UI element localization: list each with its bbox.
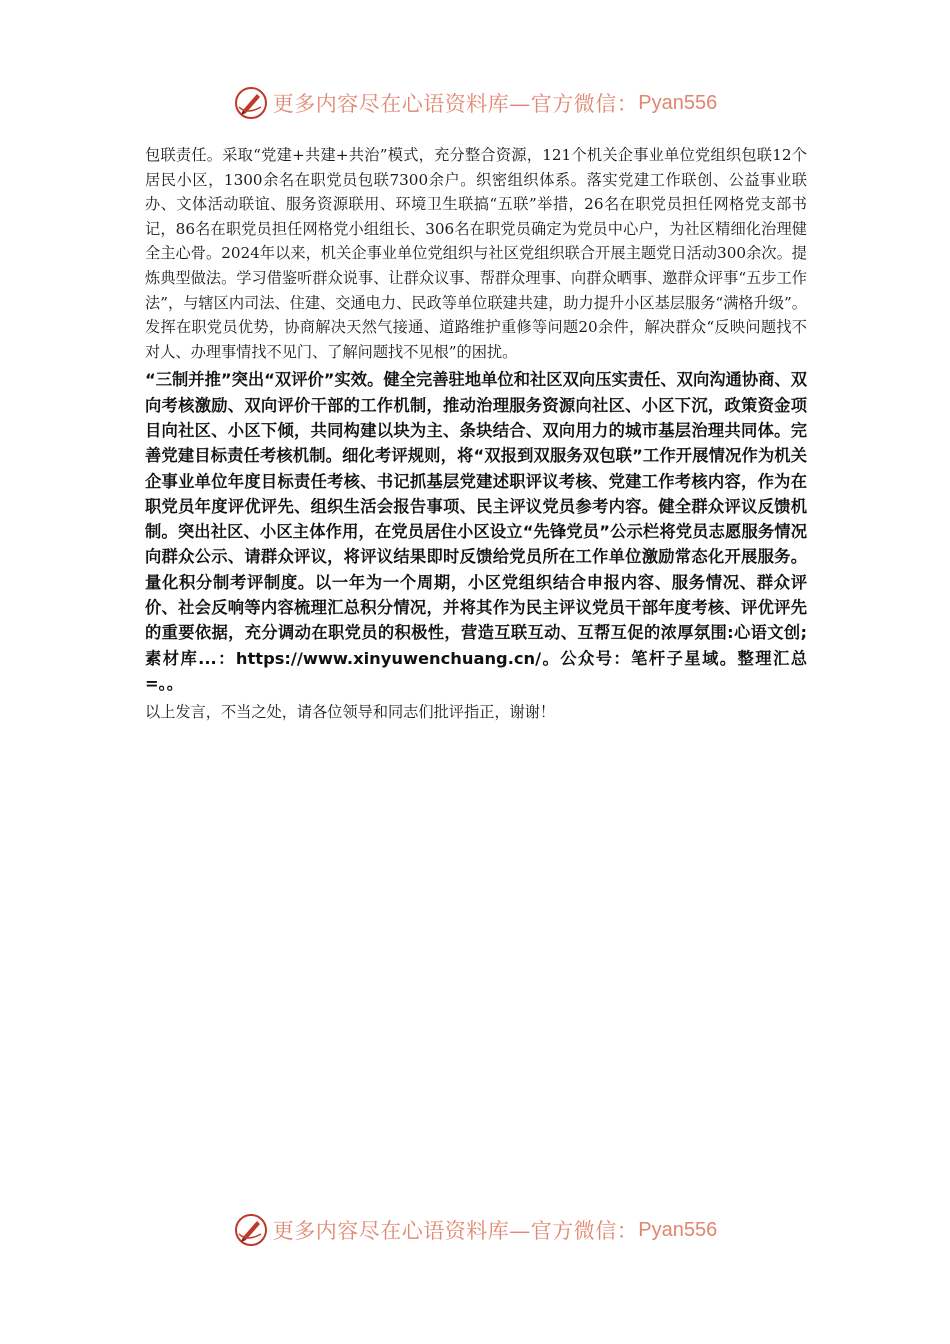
pen-logo-icon — [233, 85, 269, 121]
watermark-wechat-id: Pyan556 — [638, 1218, 718, 1241]
watermark-text: 更多内容尽在心语资料库—官方微信： — [272, 1219, 639, 1243]
document-body — [145, 143, 807, 725]
body-paragraph: 包联责任。采取“党建+共建+共治”模式，充分整合资源，121个机关企事业单位党组织包联12个居民小区，1300余名在职党员包联7300余户。织密组织体系。落实党建工作联创、公益事业联办、文体活动联谊、服务资源联用、环境卫生联搞“五联”举措，26名在职党员担任网格党支部书记，86名在职党员担任网格党小组组长、306名在职党员确定为党员中心户，为社区精细化治理健全主心骨。2024年以来，机关企事业单位党组织与社区党组织联合开展主题党日活动300余次。提炼典型做法。学习借鉴听群众说事、让群众议事、帮群众理事、向群众晒事、邀群众评事“五步工作法”，与辖区内司法、住建、交通电力、民政等单位联建共建，助力提升小区基层服务“满格升级”。发挥在职党员优势，协商解决天然气接通、道路维护重修等问题20余件，解决群众“反映问题找不对人、办理事情找不见门、了解问题找不见根”的困扰。 — [145, 146, 807, 361]
watermark-text: 更多内容尽在心语资料库—官方微信： — [272, 92, 639, 116]
body-paragraph-bold: “三制并推”突出“双评价”实效。健全完善驻地单位和社区双向压实责任、双向沟通协商、双向考核激励、双向评价干部的工作机制，推动治理服务资源向社区、小区下沉，政策资金项目向社区、小区下倾，共同构建以块为主、条块结合、双向用力的城市基层治理共同体。完善党建目标责任考核机制。细化考评规则，将“双报到双服务双包联”工作开展情况作为机关企事业单位年度目标责任考核、书记抓基层党建述职评议考核、党建工作考核内容，作为在职党员年度评优评先、组织生活会报告事项、民主评议党员参考内容。健全群众评议反馈机制。突出社区、小区主体作用，在党员居住小区设立“先锋党员”公示栏将党员志愿服务情况向群众公示、请群众评议，将评议结果即时反馈给党员所在工作单位激励常态化开展服务。量化积分制考评制度。以一年为一个周期，小区党组织结合申报内容、服务情况、群众评价、社会反响等内容梳理汇总积分情况，并将其作为民主评议党员干部年度考核、评优评先的重要依据，充分调动在职党员的积极性，营造互联互动、互帮互促的浓厚氛围:心语文创;素材库...：https://www.xinyuwenchuang.cn/。公众号：笔杆子星域。整理汇总=。。 — [145, 370, 807, 693]
header-watermark — [0, 83, 950, 123]
pen-logo-icon — [233, 1212, 269, 1248]
footer-watermark — [0, 1210, 950, 1250]
closing-remark: 以上发言，不当之处，请各位领导和同志们批评指正，谢谢！ — [145, 703, 556, 722]
watermark-wechat-id: Pyan556 — [638, 91, 718, 114]
